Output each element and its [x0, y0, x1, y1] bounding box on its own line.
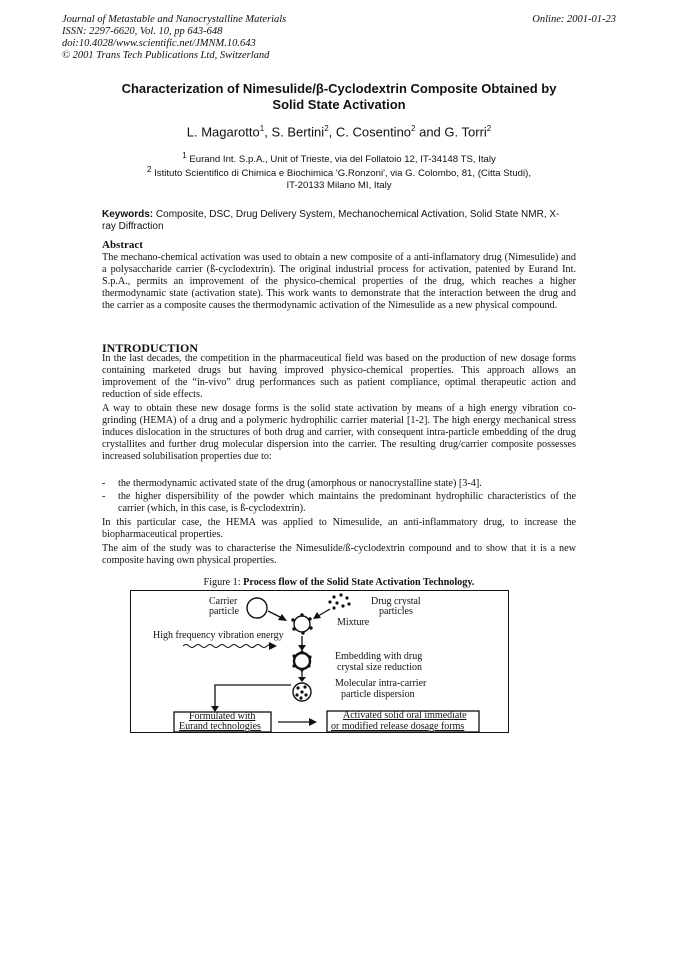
affiliation-text: Istituto Scientifico di Chimica e Biochimica 'G.Ronzoni', via G. Colombo, 81, (Citta Studi),	[154, 168, 532, 180]
bullet-dash: -	[102, 478, 106, 489]
title-line-2: Solid State Activation	[272, 96, 406, 112]
molecular-label-line-2: particle dispersion	[341, 689, 415, 700]
abstract-heading: Abstract	[102, 239, 143, 251]
journal-name: Journal of Metastable and Nanocrystalline Materials	[62, 14, 287, 25]
keywords	[102, 209, 572, 233]
issn-line: ISSN: 2297-6620, Vol. 10, pp 643-648	[62, 26, 223, 37]
box-1-label-line-1: Formulated with	[189, 711, 256, 722]
journal-header	[62, 14, 286, 62]
bullet-text: the higher dispersibility of the powder which maintains the predominant hydrophilic characteristics of the carrier (which, in this case, is ß-cyclodextrin).	[118, 491, 576, 515]
online-date: Online: 2001-01-23	[532, 14, 616, 25]
paper-title	[80, 81, 598, 112]
high-frequency-label: High frequency vibration energy	[153, 630, 284, 641]
doi-line[interactable]: doi:10.4028/www.scientific.net/JMNM.10.643	[62, 38, 256, 49]
author-affiliation-mark: 2	[411, 124, 416, 133]
arrow-carrier-to-mixture	[268, 611, 282, 618]
introduction-paragraph: In this particular case, the HEMA was applied to Nimesulide, an anti-inflammatory drug, to increase the biopharmaceutical properties.	[102, 517, 576, 541]
drug-label-line-1: Drug crystal	[371, 596, 421, 607]
bullet-item	[102, 491, 576, 515]
embedding-label-line-1: Embedding with drug	[335, 651, 423, 662]
arrow-drug-to-mixture	[318, 609, 330, 616]
introduction-paragraph: The aim of the study was to characterise the Nimesulide/ß-cyclodextrin compound and to show that it is a new composite having own physical properties.	[102, 543, 576, 567]
introduction-paragraph: A way to obtain these new dosage forms is the solid state activation by means of a high energy vibration co-grinding (HEMA) of a drug and a polymeric hydrophilic carrier material [1-2]. The high energy mechanical stress induces dislocation in the structures of both drug and carrier, with consequent intra-particle embedding of the drug crystallites and further drug molecular dispersion into the carrier. The resulting drug/carrier composite possesses increased solubilisation properties due to:	[102, 403, 576, 463]
keywords-text: Composite, DSC, Drug Delivery System, Mechanochemical Activation, Solid State NMR, X-ray Diffraction	[102, 209, 560, 232]
vibration-wave-icon	[183, 645, 273, 648]
bullet-dash: -	[102, 491, 106, 502]
carrier-label-line-2: particle	[209, 606, 239, 617]
keywords-label: Keywords:	[102, 209, 154, 220]
author-name: C. Cosentino	[335, 124, 412, 140]
arrowhead-icon	[298, 645, 306, 651]
author-affiliation-mark: 2	[324, 124, 329, 133]
drug-label-line-2: particles	[379, 606, 413, 617]
affiliation-2	[80, 164, 598, 192]
connector-line	[215, 685, 291, 706]
author-affiliation-mark: 2	[486, 124, 492, 133]
copyright-line: © 2001 Trans Tech Publications Ltd, Switzerland	[62, 50, 270, 61]
introduction-heading: INTRODUCTION	[102, 341, 199, 355]
bullet-item	[102, 478, 576, 490]
arrowhead-icon	[269, 642, 277, 650]
mixture-particle-icon	[291, 613, 312, 634]
process-flow-figure	[130, 590, 509, 733]
box-2-label-line-1: Activated solid oral immediate	[343, 710, 467, 721]
introduction-paragraph: In the last decades, the competition in the pharmaceutical field was based on the production of new dosage forms containing marketed drugs but having improved physico-chemical properties. This approach allows an improvement of the “in-vivo” drug performances such as patient compliance, optimal therapeutic action and reduction of side effects.	[102, 353, 576, 401]
arrowhead-icon	[309, 718, 317, 726]
affiliation-text: IT-20133 Milano MI, Italy	[286, 180, 392, 192]
mixture-label: Mixture	[337, 617, 370, 628]
title-line-1: Characterization of Nimesulide/β-Cyclodextrin Composite Obtained by	[121, 81, 557, 96]
arrowhead-icon	[298, 677, 306, 682]
author-name: S. Bertini	[271, 124, 325, 140]
affiliation-text: Eurand Int. S.p.A., Unit of Trieste, via del Follatoio 12, IT-34148 TS, Italy	[189, 154, 496, 166]
affiliation-mark: 2	[146, 165, 152, 174]
box-2-label-line-2: or modified release dosage forms	[331, 721, 465, 732]
figure-caption-prefix: Figure 1:	[203, 577, 241, 588]
author-affiliation-mark: 1	[259, 124, 265, 133]
figure-caption	[102, 577, 576, 588]
embedding-label-line-2: crystal size reduction	[337, 662, 422, 673]
arrowhead-icon	[278, 614, 287, 621]
box-1-label-line-2: Eurand technologies	[179, 721, 261, 732]
author-name: G. Torri	[444, 124, 487, 140]
figure-caption-text: Process flow of the Solid State Activation Technology.	[243, 577, 475, 588]
drug-crystal-particles-icon	[328, 593, 350, 609]
carrier-particle-icon	[247, 598, 267, 618]
bullet-text: the thermodynamic activated state of the drug (amorphous or nanocrystalline state) [3-4].	[118, 478, 482, 489]
affiliation-mark: 1	[182, 151, 187, 160]
author-list: L. Magarotto$^1$, S. Bertini$^2$, C. Cosentino$^2$ and G. Torri$^2$	[186, 124, 492, 140]
abstract-text: The mechano-chemical activation was used to obtain a new composite of a anti-inflamatory drug (Nimesulide) and a polysaccharide carrier (ß-cyclodextrin). The original industrial process for activation, patented by Eurand Int. S.p.A., permits an improvement of the physico-chemical properties of the drug, which reaches a higher thermodynamic state (activation state). This work wants to demonstrate that the interaction between the drug and the carrier as a composite causes the thermodynamic activation of the Nimesulide as a new physical compound.	[102, 252, 576, 312]
carrier-label-line-1: Carrier	[209, 596, 238, 607]
author-name: L. Magarotto	[186, 124, 260, 140]
embedding-particle-icon	[292, 650, 311, 671]
dispersion-particle-icon	[293, 683, 311, 701]
molecular-label-line-1: Molecular intra-carrier	[335, 678, 427, 689]
